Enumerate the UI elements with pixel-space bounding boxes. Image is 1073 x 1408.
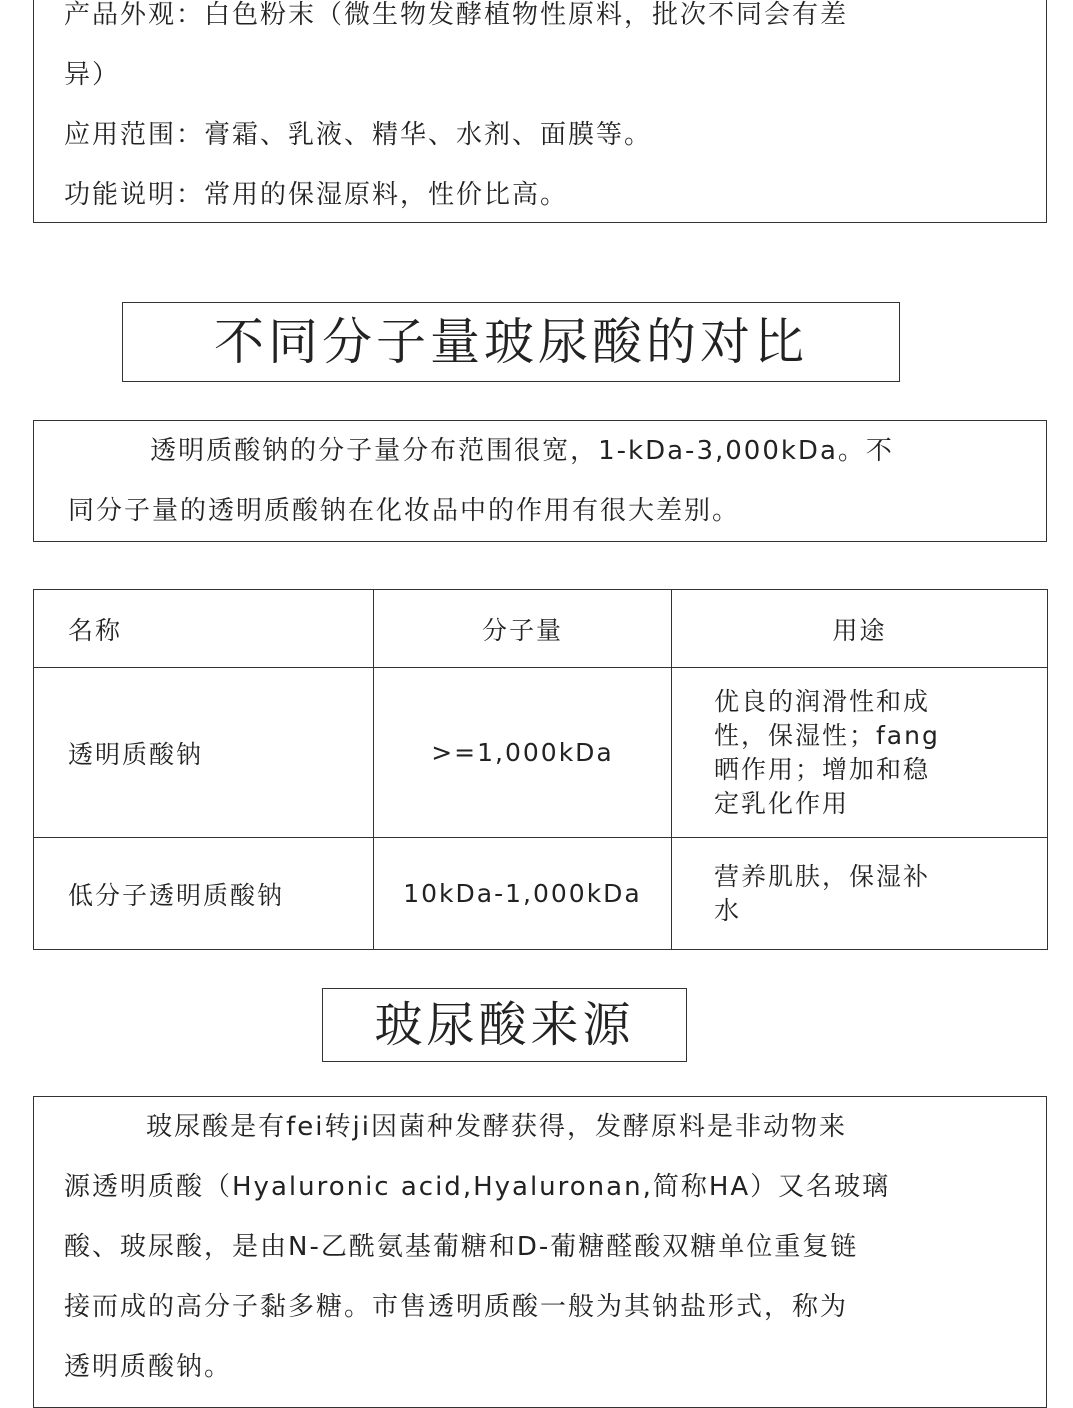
intro-text-line-2: 同分子量的透明质酸钠在化妆品中的作用有很大差别。 [68, 496, 741, 526]
source-text-line-1: 玻尿酸是有fei转ji因菌种发酵获得，发酵原料是非动物来 [64, 1112, 847, 1142]
source-text-line-2: 源透明质酸（Hyaluronic acid,Hyaluronan,简称HA）又名玻璃 [64, 1172, 891, 1202]
table-row [34, 668, 1048, 838]
use-line: 水 [714, 895, 742, 925]
table-cell-name: 低分子透明质酸钠 [34, 838, 374, 950]
table-row [34, 838, 1048, 950]
use-line: 营养肌肤，保湿补 [714, 861, 931, 891]
table-cell-mw: >=1,000kDa [374, 668, 672, 838]
table-header-name: 名称 [34, 590, 374, 668]
section-heading-comparison: 不同分子量玻尿酸的对比 [122, 302, 900, 382]
product-appearance-text: 产品外观：白色粉末（微生物发酵植物性原料，批次不同会有差 [64, 0, 849, 30]
use-line: 优良的润滑性和成 [714, 686, 931, 716]
source-text-line-5: 透明质酸钠。 [64, 1352, 233, 1382]
table-header-use: 用途 [672, 590, 1048, 668]
table-header-mw: 分子量 [374, 590, 672, 668]
source-text-line-3: 酸、玻尿酸，是由N-乙酰氨基葡糖和D-葡糖醛酸双糖单位重复链 [64, 1232, 859, 1262]
molecular-weight-table [33, 589, 1048, 950]
table-cell-name: 透明质酸钠 [34, 668, 374, 838]
product-info-box [33, 0, 1047, 223]
use-line: 定乳化作用 [714, 788, 850, 818]
use-line: 性，保湿性；fang [714, 720, 940, 750]
intro-box [33, 420, 1047, 542]
source-text-line-4: 接而成的高分子黏多糖。市售透明质酸一般为其钠盐形式，称为 [64, 1292, 849, 1322]
application-range-text: 应用范围：膏霜、乳液、精华、水剂、面膜等。 [64, 120, 653, 150]
table-header-row [34, 590, 1048, 668]
section-heading-source: 玻尿酸来源 [322, 988, 687, 1062]
table-cell-mw: 10kDa-1,000kDa [374, 838, 672, 950]
use-line: 晒作用；增加和稳 [714, 754, 931, 784]
table-cell-use [672, 838, 1048, 950]
source-box [33, 1096, 1047, 1408]
product-appearance-text-cont: 异） [64, 60, 121, 90]
table-cell-use [672, 668, 1048, 838]
function-description-text: 功能说明：常用的保湿原料，性价比高。 [64, 180, 569, 210]
intro-text-line-1: 透明质酸钠的分子量分布范围很宽，1-kDa-3,000kDa。不 [68, 436, 894, 466]
